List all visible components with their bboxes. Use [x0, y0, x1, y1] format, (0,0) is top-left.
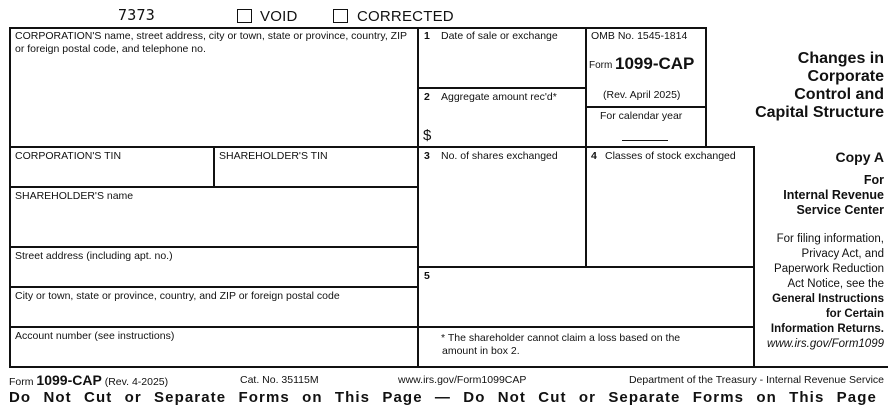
box4-label: Classes of stock exchanged	[605, 150, 736, 162]
copy-for: For	[863, 173, 884, 187]
account-number-label: Account number (see instructions)	[15, 330, 175, 342]
form-code: 7373	[118, 6, 155, 24]
info-line-2: Privacy Act, and	[801, 248, 884, 260]
box1-number: 1	[424, 30, 430, 42]
void-checkbox[interactable]	[237, 9, 252, 23]
form-name: 1099-CAP	[615, 54, 695, 73]
footer-revision: (Rev. 4-2025)	[104, 376, 169, 388]
corporation-info-field[interactable]	[12, 58, 414, 144]
copy-a-destination	[754, 173, 884, 218]
footer-form-word: Form	[9, 376, 34, 388]
box2-label: Aggregate amount rec'd*	[441, 91, 557, 103]
box3-label: No. of shares exchanged	[441, 150, 558, 162]
box3-number: 3	[424, 150, 430, 162]
corporation-info-label: CORPORATION'S name, street address, city or town, state or province, country, ZIP or foreign postal code, and telephone no.	[15, 30, 407, 55]
general-instructions-line-3: Information Returns.	[770, 323, 884, 335]
street-address-field[interactable]	[12, 264, 414, 284]
title-line-3: Control and	[794, 86, 884, 103]
void-label: VOID	[260, 8, 298, 25]
info-line-1: For filing information,	[776, 233, 884, 245]
box2-dollar-sign: $	[423, 127, 432, 144]
title-line-1: Changes in	[797, 50, 884, 67]
box5-number: 5	[424, 270, 430, 282]
shareholder-tin-field[interactable]	[216, 164, 414, 184]
corrected-label: CORRECTED	[357, 8, 454, 25]
info-line-4: Act Notice, see the	[787, 278, 884, 290]
city-label: City or town, state or province, country, and ZIP or foreign postal code	[15, 290, 340, 302]
copy-irs-line-2: Service Center	[796, 203, 884, 217]
account-number-field[interactable]	[12, 344, 414, 364]
footer-form-name: 1099-CAP	[36, 372, 102, 388]
form-word: Form	[589, 60, 613, 71]
footnote-line-1: * The shareholder cannot claim a loss based on the	[441, 332, 681, 344]
info-line-3: Paperwork Reduction	[774, 263, 884, 275]
corporation-tin-field[interactable]	[12, 164, 210, 184]
omb-number: OMB No. 1545-1814	[591, 30, 688, 42]
copy-a-info	[749, 232, 884, 352]
street-address-label: Street address (including apt. no.)	[15, 250, 173, 262]
box4-number: 4	[591, 150, 597, 162]
box2-field[interactable]	[436, 106, 582, 144]
shareholder-name-label: SHAREHOLDER'S name	[15, 190, 134, 202]
footnote-line-2: amount in box 2.	[442, 344, 520, 357]
copy-a-text: Copy A	[835, 149, 884, 165]
calendar-year-field[interactable]	[622, 140, 668, 141]
corrected-checkbox[interactable]	[333, 9, 348, 23]
footer-form-id	[9, 372, 168, 388]
footer-department: Department of the Treasury - Internal Revenue Service	[628, 374, 884, 386]
box3-field[interactable]	[420, 166, 582, 264]
shareholder-tin-label: SHAREHOLDER'S TIN	[219, 150, 328, 162]
copy-a-label	[754, 149, 884, 165]
footer-cat-number: Cat. No. 35115M	[240, 374, 319, 386]
general-instructions-line-1: General Instructions	[772, 293, 884, 305]
box4-field[interactable]	[588, 166, 750, 264]
city-field[interactable]	[12, 304, 414, 324]
box5-field[interactable]	[420, 284, 750, 324]
box1-label: Date of sale or exchange	[441, 30, 558, 42]
calendar-year-label: For calendar year	[600, 110, 683, 122]
footnote	[441, 332, 680, 357]
corporation-tin-label: CORPORATION'S TIN	[15, 150, 122, 162]
form-title	[714, 50, 884, 122]
copy-irs-line-1: Internal Revenue	[783, 188, 884, 202]
footer-url[interactable]: www.irs.gov/Form1099CAP	[398, 374, 527, 386]
box2-number: 2	[424, 91, 430, 103]
title-line-4: Capital Structure	[755, 104, 884, 121]
copy-url[interactable]: www.irs.gov/Form1099	[767, 338, 884, 350]
box1-field[interactable]	[420, 44, 582, 85]
form-revision: (Rev. April 2025)	[603, 89, 681, 101]
shareholder-name-field[interactable]	[12, 204, 414, 244]
general-instructions-line-2: for Certain	[825, 308, 884, 320]
do-not-cut-warning: Do Not Cut or Separate Forms on This Page — Do Not Cut or Separate Forms on This Page	[9, 389, 877, 406]
title-line-2: Corporate	[807, 68, 884, 85]
